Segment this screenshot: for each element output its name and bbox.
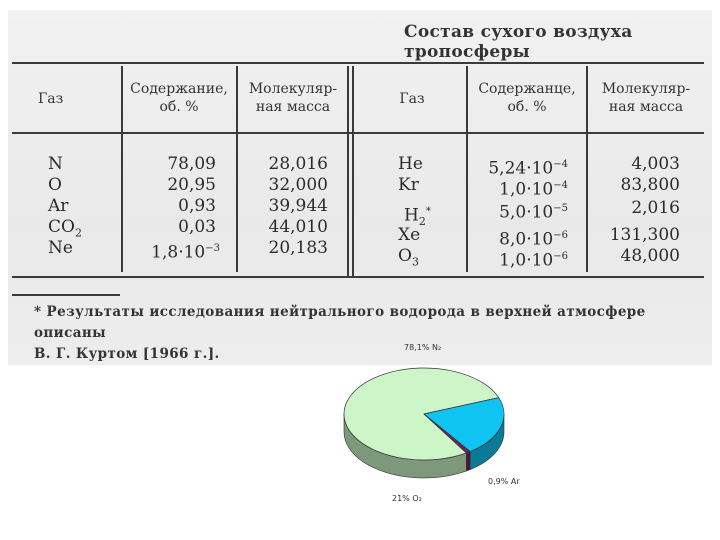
mass-cell: 39,944 (268, 196, 328, 216)
content-cell: 0,93 (178, 196, 216, 216)
header-content: Содержание, об. % (130, 81, 228, 115)
content-cell: $1,8\cdot 10^{-3}$ (151, 242, 220, 263)
mass-cell: 2,016 (631, 198, 680, 218)
mass-cell: 4,003 (631, 154, 680, 174)
header-gas-right: Газ (399, 91, 425, 107)
content-cell: 20,95 (167, 175, 216, 195)
mass-cell: 131,300 (609, 225, 680, 245)
content-cell: $1,0\cdot 10^{-4}$ (499, 179, 568, 200)
pie-label-ar: 0,9% Ar (488, 477, 520, 486)
content-cell: $8,0\cdot 10^{-6}$ (499, 229, 568, 250)
mass-cell: 48,000 (620, 246, 680, 266)
gas-cell: Ar (48, 196, 69, 216)
mass-cell: 20,183 (268, 238, 328, 258)
footnote-rule (12, 294, 120, 296)
table-top-rule (12, 62, 704, 64)
gas-cell: He (398, 154, 423, 174)
gas-cell: $O_3$ (398, 246, 419, 269)
gas-cell: Kr (398, 175, 419, 195)
gas-cell: $H_2^*$ (404, 205, 431, 229)
gas-cell: O (48, 175, 62, 195)
pie-slice-side (466, 452, 470, 471)
table-bottom-rule (12, 276, 704, 278)
content-cell: $1,0\cdot 10^{-6}$ (499, 250, 568, 271)
mass-cell: 83,800 (620, 175, 680, 195)
content-cell: 78,09 (167, 154, 216, 174)
header-content-right: Содержанце, об. % (478, 81, 576, 115)
gas-cell: Ne (48, 238, 73, 258)
pie-label-o2: 21% O₂ (392, 494, 422, 503)
table-title: Состав сухого воздуха тропосферы (404, 22, 633, 62)
footnote: * Результаты исследования нейтрального водорода в верхней атмосфере описаны В. Г. Куртом [1966 г.]. (34, 304, 646, 362)
content-cell: $5,24\cdot 10^{-4}$ (488, 158, 568, 179)
header-mass: Молекуляр- ная масса (248, 81, 338, 115)
table-header-rule (12, 132, 704, 134)
mass-cell: 28,016 (268, 154, 328, 174)
gas-cell: N (48, 154, 63, 174)
pie-label-n2: 78,1% N₂ (404, 343, 442, 352)
gas-cell: $CO_2$ (48, 217, 82, 240)
header-mass-right: Молекуляр- ная масса (601, 81, 691, 115)
gas-cell: Xe (398, 225, 421, 245)
content-cell: $5,0\cdot 10^{-5}$ (499, 202, 568, 223)
mass-cell: 44,010 (268, 217, 328, 237)
table-center-divider (352, 66, 354, 276)
header-gas: Газ (38, 91, 64, 107)
mass-cell: 32,000 (268, 175, 328, 195)
content-cell: 0,03 (178, 217, 216, 237)
